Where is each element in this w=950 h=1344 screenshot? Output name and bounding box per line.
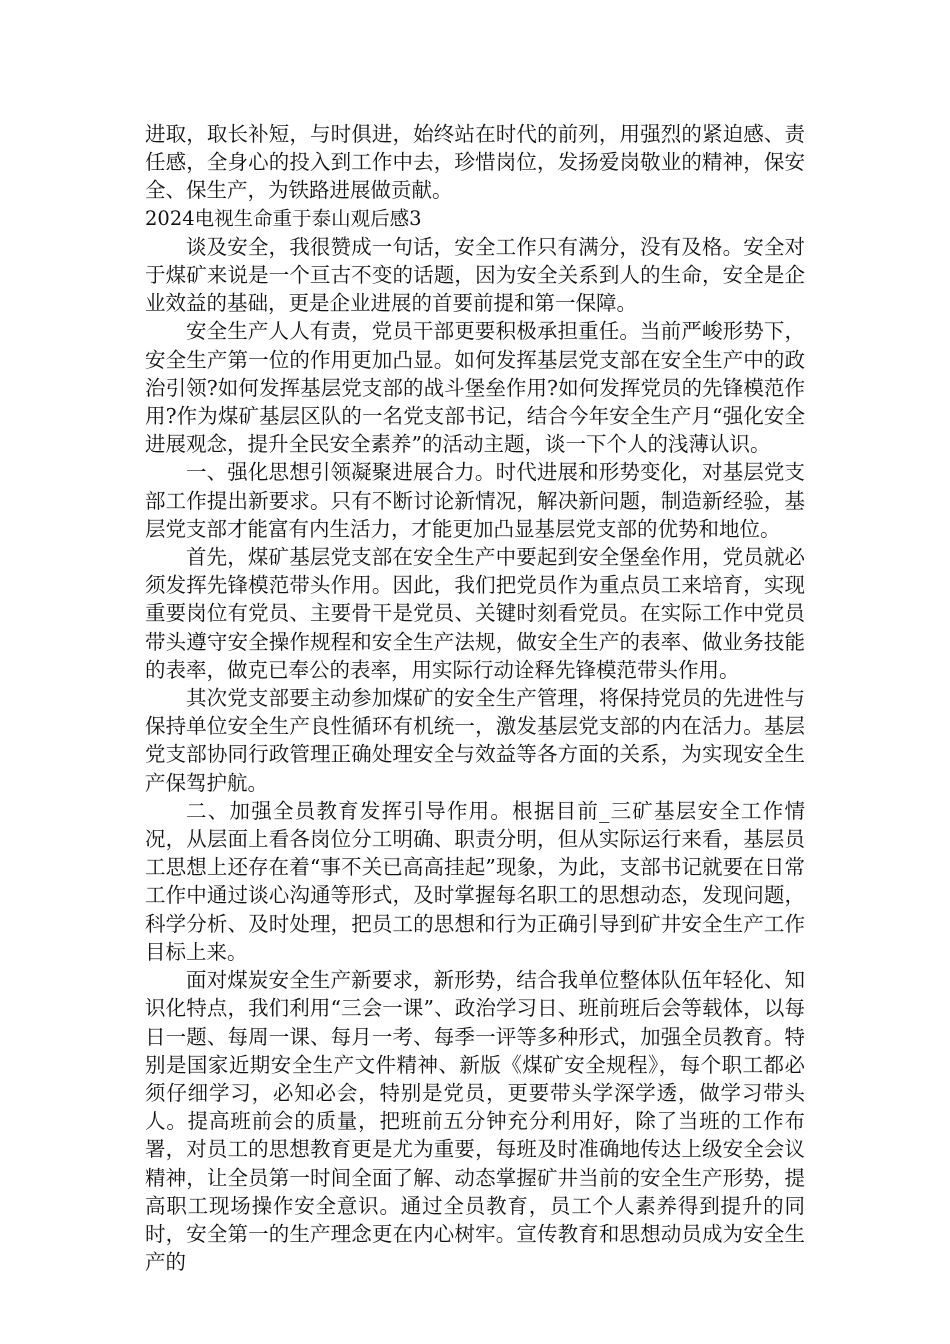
document-body [145, 120, 805, 1276]
paragraph: 安全生产人人有责，党员干部更要积极承担重任。当前严峻形势下，安全生产第一位的作用更加凸显。如何发挥基层党支部在安全生产中的政治引领?如何发挥基层党支部的战斗堡垒作用?如何发挥党员的先锋模范作用?作为煤矿基层区队的一名党支部书记，结合今年安全生产月“强化安全进展观念，提升全民安全素养”的活动主题，谈一下个人的浅薄认识。 [145, 319, 805, 457]
paragraph: 面对煤炭安全生产新要求，新形势，结合我单位整体队伍年轻化、知识化特点，我们利用“三会一课”、政治学习日、班前班后会等载体，以每日一题、每周一课、每月一考、每季一评等多种形式，加强全员教育。特别是国家近期安全生产文件精神、新版《煤矿安全规程》，每个职工都必须仔细学习，必知必会，特别是党员，更要带头学深学透，做学习带头人。提高班前会的质量，把班前五分钟充分利用好，除了当班的工作布署，对员工的思想教育更是尤为重要，每班及时准确地传达上级安全会议精神，让全员第一时间全面了解、动态掌握矿井当前的安全生产形势，提高职工现场操作安全意识。通过全员教育，员工个人素养得到提升的同时，安全第一的生产理念更在内心树牢。宣传教育和思想动员成为安全生产的 [145, 968, 805, 1275]
paragraph: 首先，煤矿基层党支部在安全生产中要起到安全堡垒作用，党员就必须发挥先锋模范带头作用。因此，我们把党员作为重点员工来培育，实现重要岗位有党员、主要骨干是党员、关键时刻看党员。在实际工作中党员带头遵守安全操作规程和安全生产法规，做安全生产的表率、做业务技能的表率，做克已奉公的表率，用实际行动诠释先锋模范带头作用。 [145, 545, 805, 682]
paragraph: 一、强化思想引领凝聚进展合力。时代进展和形势变化，对基层党支部工作提出新要求。只有不断讨论新情况，解决新问题，制造新经验，基层党支部才能富有内生活力，才能更加凸显基层党支部的优势和地位。 [145, 460, 805, 541]
paragraph: 其次党支部要主动参加煤矿的安全生产管理，将保持党员的先进性与保持单位安全生产良性循环有机统一，激发基层党支部的内在活力。基层党支部协同行政管理正确处理安全与效益等各方面的关系，为实现安全生产保驾护航。 [145, 686, 805, 795]
paragraph: 二、加强全员教育发挥引导作用。根据目前_三矿基层安全工作情况，从层面上看各岗位分工明确、职责分明，但从实际运行来看，基层员工思想上还存在着“事不关已高高挂起”现象，为此，支部书记就要在日常工作中通过谈心沟通等形式，及时掌握每名职工的思想动态，发现问题，科学分析、及时处理，把员工的思想和行为正确引导到矿井安全生产工作目标上来。 [145, 798, 805, 964]
section-subtitle: 2024电视生命重于泰山观后感3 [145, 206, 422, 230]
paragraph-continuation: 进取，取长补短，与时俱进，始终站在时代的前列，用强烈的紧迫感、责任感，全身心的投入到工作中去，珍惜岗位，发扬爱岗敬业的精神，保安全、保生产，为铁路进展做贡献。 [145, 122, 805, 203]
paragraph: 谈及安全，我很赞成一句话，安全工作只有满分，没有及格。安全对于煤矿来说是一个亘古不变的话题，因为安全关系到人的生命，安全是企业效益的基础，更是企业进展的首要前提和第一保障。 [145, 234, 805, 316]
